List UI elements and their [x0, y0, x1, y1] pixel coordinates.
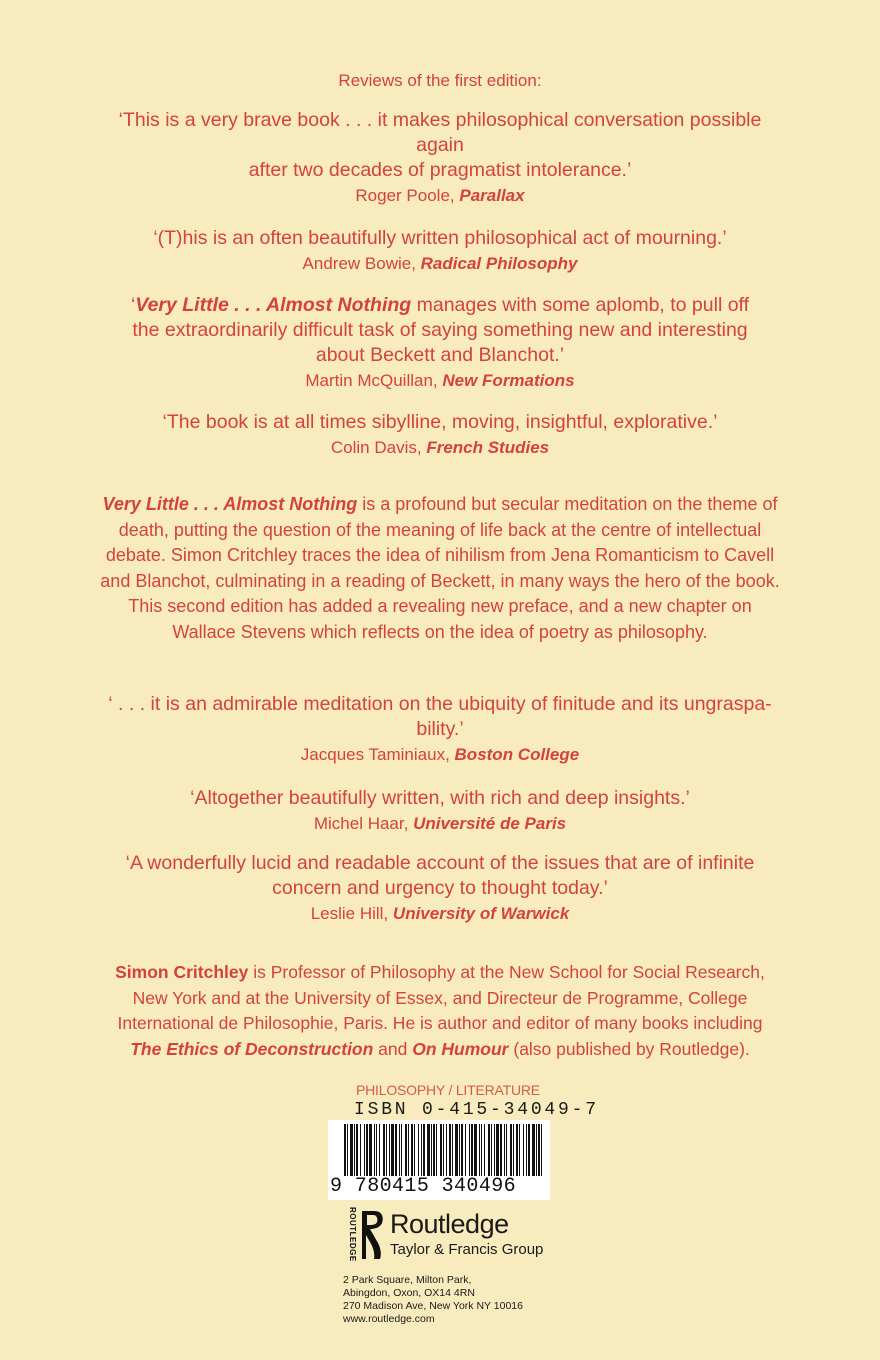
address-line: Abingdon, Oxon, OX14 4RN: [343, 1287, 475, 1299]
bio-text: is Professor of Philosophy at the New School for Social Research,: [248, 962, 765, 982]
blurb-line: death, putting the question of the meaning of life back at the centre of intellectual: [118, 519, 762, 540]
review-poole: [70, 108, 810, 208]
review-quote: [70, 786, 810, 811]
book-title-ethics: The Ethics of Deconstruction: [130, 1038, 374, 1059]
review-davis: [70, 410, 810, 460]
blurb-line: Wallace Stevens which reflects on the idea of poetry as philosophy.: [172, 621, 708, 642]
review-publication: Radical Philosophy: [420, 254, 578, 273]
bio-text: (also published by Routledge).: [508, 1038, 750, 1059]
bio-line: New York and at the University of Essex, and Directeur de Programme, College: [132, 987, 748, 1008]
review-publication: Université de Paris: [413, 814, 567, 833]
publisher-address: [343, 1274, 523, 1326]
review-publication: Boston College: [454, 745, 580, 764]
review-quote: [70, 692, 810, 742]
review-publication: New Formations: [442, 371, 575, 390]
blurb-line: and Blanchot, culminating in a reading of Beckett, in many ways the hero of the book.: [100, 570, 780, 591]
blurb-line: This second edition has added a revealing new preface, and a new chapter on: [128, 596, 752, 616]
quote-line: ‘Altogether beautifully written, with rich and deep insights.’: [190, 787, 690, 809]
review-author: Andrew Bowie,: [302, 254, 416, 273]
quote-line: ‘ . . . it is an admirable meditation on the ubiquity of finitude and its ungraspa-: [108, 693, 772, 715]
address-line: 270 Madison Ave, New York NY 10016: [343, 1300, 523, 1312]
quote-line: [70, 293, 810, 318]
quote-mark: ‘: [130, 294, 136, 316]
quote-line: ‘The book is at all times sibylline, moving, insightful, explorative.’: [162, 411, 718, 433]
bio-text: and: [373, 1038, 413, 1059]
review-quote: [70, 293, 810, 368]
review-source: [70, 743, 810, 767]
review-quote: [70, 108, 810, 183]
publisher-name: Routledge: [390, 1209, 509, 1239]
review-source: [70, 902, 810, 926]
review-author: Jacques Taminiaux,: [300, 745, 450, 764]
review-quote: [70, 410, 810, 435]
review-publication: Parallax: [459, 186, 525, 205]
review-source: [70, 184, 810, 208]
book-title-emphasis: Very Little . . . Almost Nothing: [102, 494, 358, 514]
quote-line: ‘A wonderfully lucid and readable account of the issues that are of infinite: [125, 852, 755, 874]
quote-line: concern and urgency to thought today.’: [272, 877, 608, 899]
blurb-line: [70, 492, 810, 518]
review-author: Martin McQuillan,: [305, 371, 438, 390]
book-title-emphasis: Very Little . . . Almost Nothing: [135, 294, 412, 316]
book-description: [70, 492, 810, 645]
quote-line: again: [416, 134, 464, 156]
author-bio: [70, 960, 810, 1062]
review-author: Colin Davis,: [330, 438, 422, 457]
quote-line: the extraordinarily difficult task of saying something new and interesting: [132, 319, 748, 341]
review-author: Leslie Hill,: [310, 904, 389, 923]
review-taminiaux: [70, 692, 810, 767]
review-source: [70, 436, 810, 460]
review-quote: [70, 226, 810, 251]
publisher-vertical-wordmark: ROUTLEDGE: [348, 1207, 357, 1262]
barcode-digits: 9 780415 340496: [330, 1175, 517, 1198]
address-line: 2 Park Square, Milton Park,: [343, 1274, 472, 1286]
publisher-website: www.routledge.com: [343, 1313, 435, 1325]
subject-category: PHILOSOPHY / LITERATURE: [356, 1082, 540, 1098]
review-bowie: [70, 226, 810, 276]
review-publication: University of Warwick: [392, 904, 570, 923]
publisher-group: Taylor & Francis Group: [390, 1241, 544, 1258]
bio-line: International de Philosophie, Paris. He is author and editor of many books including: [117, 1013, 763, 1033]
review-mcquillan: [70, 293, 810, 393]
author-name: Simon Critchley: [115, 962, 249, 982]
blurb-text: is a profound but secular meditation on the theme of: [357, 494, 778, 514]
barcode: [328, 1120, 550, 1200]
quote-line: after two decades of pragmatist intolerance.’: [248, 159, 632, 181]
review-hill: [70, 851, 810, 926]
book-title-humour: On Humour: [412, 1038, 509, 1059]
review-author: Roger Poole,: [355, 186, 455, 205]
review-publication: French Studies: [426, 438, 550, 457]
quote-line: bility.’: [416, 718, 464, 740]
quote-line: about Beckett and Blanchot.’: [315, 344, 565, 366]
quote-line: ‘(T)his is an often beautifully written philosophical act of mourning.’: [153, 227, 727, 249]
review-source: [70, 812, 810, 836]
reviews-heading: Reviews of the first edition:: [338, 71, 542, 90]
quote-text: manages with some aplomb, to pull off: [411, 294, 750, 316]
isbn-label: ISBN 0-415-34049-7: [354, 1100, 599, 1120]
bio-line: [70, 1037, 810, 1063]
review-author: Michel Haar,: [313, 814, 409, 833]
routledge-logo-icon: [360, 1209, 386, 1261]
quote-line: ‘This is a very brave book . . . it makes philosophical conversation possible: [118, 109, 762, 131]
review-haar: [70, 786, 810, 836]
bio-line: [70, 960, 810, 986]
review-source: [70, 252, 810, 276]
blurb-line: debate. Simon Critchley traces the idea of nihilism from Jena Romanticism to Cavell: [105, 545, 775, 565]
review-quote: [70, 851, 810, 901]
review-source: [70, 369, 810, 393]
